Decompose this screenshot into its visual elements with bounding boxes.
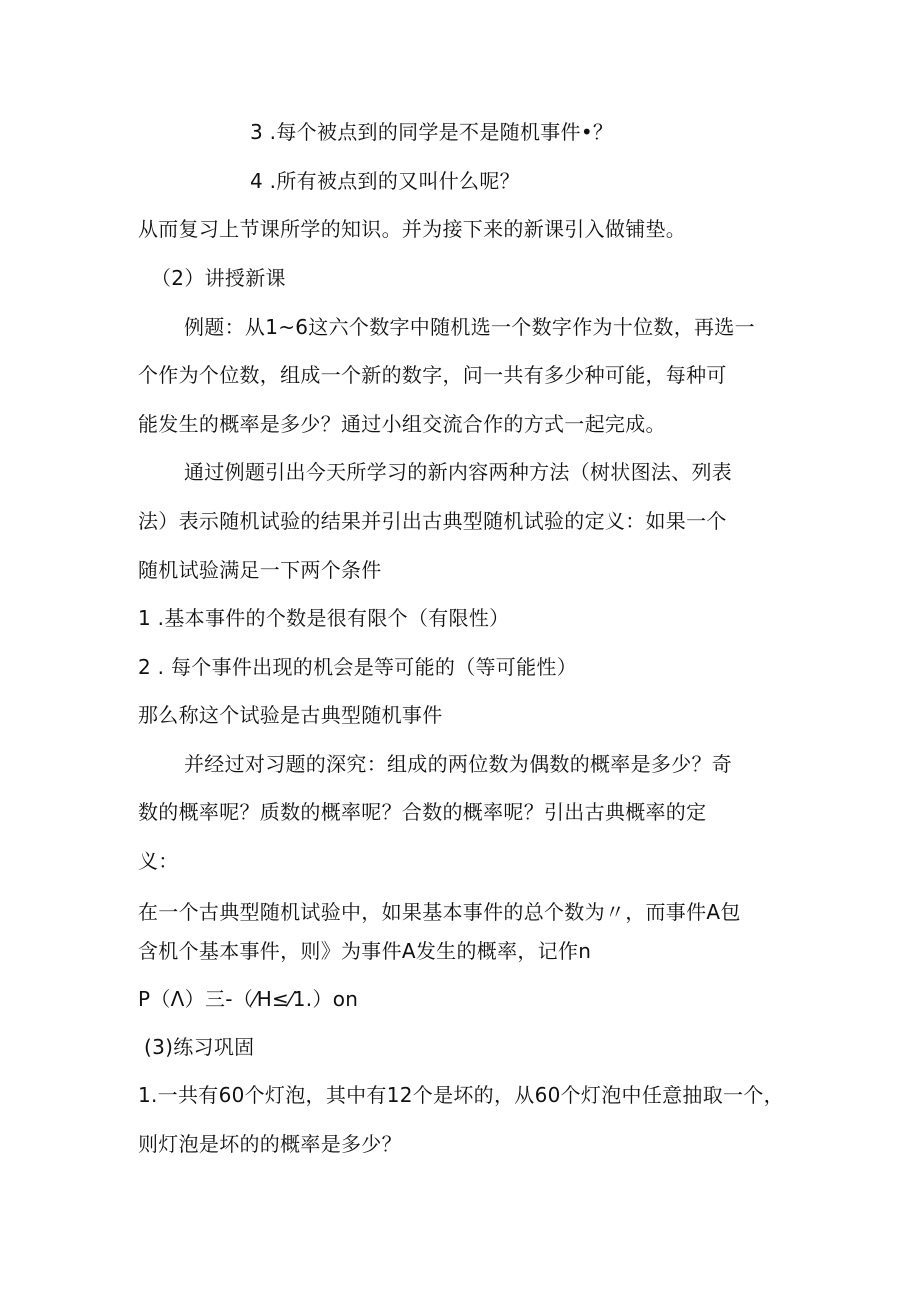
section-heading-2: （2）讲授新课 — [151, 266, 286, 290]
exercise-line-2: 则灯泡是坏的的概率是多少？ — [138, 1132, 402, 1156]
probability-def-line-1: 在一个古典型随机试验中，如果基本事件的总个数为〃，而事件A包 — [138, 900, 741, 924]
classical-definition: 那么称这个试验是古典型随机事件 — [138, 703, 443, 727]
condition-1: 1 .基本事件的个数是很有限个（有限性） — [138, 606, 510, 630]
question-3: 3 .每个被点到的同学是不是随机事件•？ — [250, 120, 614, 144]
example-line-1: 例题：从1~6这六个数字中随机选一个数字作为十位数，再选一 — [184, 315, 755, 339]
method-line-1: 通过例题引出今天所学习的新内容两种方法（树状图法、列表 — [184, 460, 733, 484]
method-line-3: 随机试验满足一下两个条件 — [138, 558, 382, 582]
example-line-3: 能发生的概率是多少？通过小组交流合作的方式一起完成。 — [138, 412, 666, 436]
inquiry-line-3: 义： — [138, 849, 179, 873]
method-line-2: 法）表示随机试验的结果并引出古典型随机试验的定义：如果一个 — [138, 509, 727, 533]
condition-2: 2 . 每个事件出现的机会是等可能的（等可能性） — [138, 655, 577, 679]
question-4: 4 .所有被点到的又叫什么呢？ — [250, 169, 520, 193]
review-paragraph: 从而复习上节课所学的知识。并为接下来的新课引入做铺垫。 — [138, 217, 687, 241]
probability-def-line-2: 含机个基本事件，则》为事件A发生的概率，记作n — [138, 939, 592, 963]
exercise-line-1: 1.一共有60个灯泡，其中有12个是坏的，从60个灯泡中任意抽取一个， — [138, 1083, 784, 1107]
example-line-2: 个作为个位数，组成一个新的数字，问一共有多少种可能，每种可 — [138, 363, 727, 387]
inquiry-line-2: 数的概率呢？质数的概率呢？合数的概率呢？引出古典概率的定 — [138, 800, 707, 824]
inquiry-line-1: 并经过对习题的深究：组成的两位数为偶数的概率是多少？奇 — [184, 752, 733, 776]
section-heading-3: (3)练习巩固 — [144, 1035, 255, 1059]
probability-formula: P（Λ）三-（⁄H≤⁄1.）on — [138, 987, 359, 1011]
